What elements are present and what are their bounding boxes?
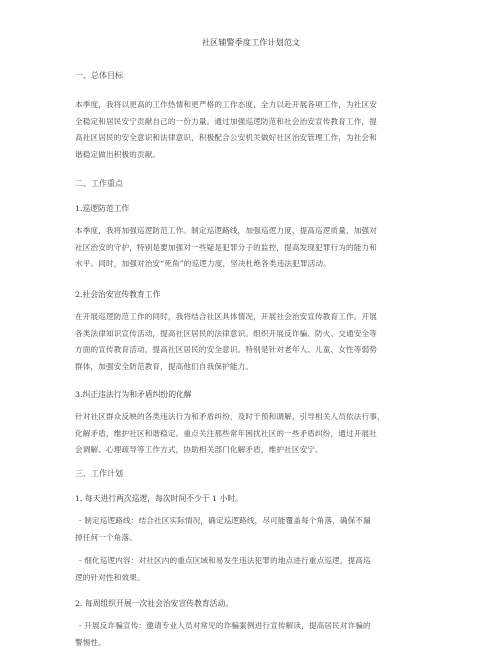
plan-item-publicity: 2. 每周组织开展一次社会治安宣传教育活动。: [75, 598, 233, 609]
text-line: 群体，加强安全防范教育，提高他们自我保护能力。: [75, 359, 435, 376]
text-line: 会调解、心理疏导等工作方式，协助相关部门化解矛盾，维护社区安宁。: [75, 442, 435, 459]
text-line: - 制定巡逻路线：结合社区实际情况，确定巡逻路线，尽可能覆盖每个角落，确保不漏: [79, 513, 439, 530]
plan-subitem-antifraud: [79, 618, 439, 651]
paragraph-publicity: [75, 309, 435, 375]
section-heading-plan: 三、工作计划: [75, 468, 123, 479]
text-line: 化解矛盾，维护社区和谐稳定。重点关注那些常年困扰社区的一些矛盾纠纷，通过开展社: [75, 426, 435, 443]
document-title: 社区辅警季度工作计划范文: [0, 37, 502, 48]
text-line: 掉任何一个角落。: [75, 530, 439, 547]
text-line: 方面的宣传教育活动，提高社区居民的安全意识。特别是针对老年人、儿童、女性等弱势: [75, 342, 435, 359]
text-line: 本季度，我将以更高的工作热情和更严格的工作态度，全力以赴开展各项工作，为社区安: [75, 97, 435, 114]
item-heading-patrol: 1.巡逻防范工作: [75, 203, 129, 214]
text-line: 水平。同时，加强对治安“死角”的巡逻力度，坚决杜绝各类违法犯罪活动。: [75, 256, 435, 273]
paragraph-disputes: [75, 409, 435, 459]
text-line: 逻的针对性和效果。: [75, 570, 439, 587]
item-heading-disputes: 3.纠正违法行为和矛盾纠纷的化解: [75, 389, 192, 400]
section-heading-goals: 一、总体目标: [75, 70, 123, 81]
text-line: - 细化巡逻内容：对社区内的重点区域和易发生违法犯罪的地点进行重点巡逻，提高巡: [79, 553, 439, 570]
text-line: 各类法律知识宣传活动，提高社区居民的法律意识。组织开展反诈骗、防火、交通安全等: [75, 326, 435, 343]
plan-subitem-route: [79, 513, 439, 546]
paragraph-patrol: [75, 223, 435, 273]
text-line: 本季度，我将加强巡逻防范工作。制定巡逻路线，加强巡逻力度，提高巡逻质量，加强对: [75, 223, 435, 240]
text-line: 高社区居民的安全意识和法律意识，积极配合公安机关做好社区治安管理工作，为社会和: [75, 130, 435, 147]
plan-subitem-content: [79, 553, 439, 586]
text-line: - 开展反诈骗宣传：邀请专业人员对常见的诈骗案例进行宣传解读，提高居民对诈骗的: [79, 618, 439, 635]
text-line: 谐稳定做出积极的贡献。: [75, 147, 435, 164]
text-line: 全稳定和居民安宁贡献自己的一份力量。通过加强巡逻防范和社会治安宣传教育工作，提: [75, 114, 435, 131]
plan-item-patrol: 1. 每天进行两次巡逻，每次时间不少于 1 小时。: [75, 493, 243, 504]
text-line: 警惕性。: [75, 635, 439, 651]
item-heading-publicity: 2.社会治安宣传教育工作: [75, 289, 160, 300]
text-line: 针对社区群众反映的各类违法行为和矛盾纠纷，及时干预和调解，引导相关人员依法行事，: [75, 409, 435, 426]
section-heading-focus: 二、工作重点: [75, 178, 123, 189]
text-line: 在开展巡逻防范工作的同时，我将结合社区具体情况，开展社会治安宣传教育工作。开展: [75, 309, 435, 326]
paragraph-goals: [75, 97, 435, 163]
text-line: 社区治安的守护，特别是要加强对一些疑是犯罪分子的监控，提高发现犯罪行为的能力和: [75, 240, 435, 257]
